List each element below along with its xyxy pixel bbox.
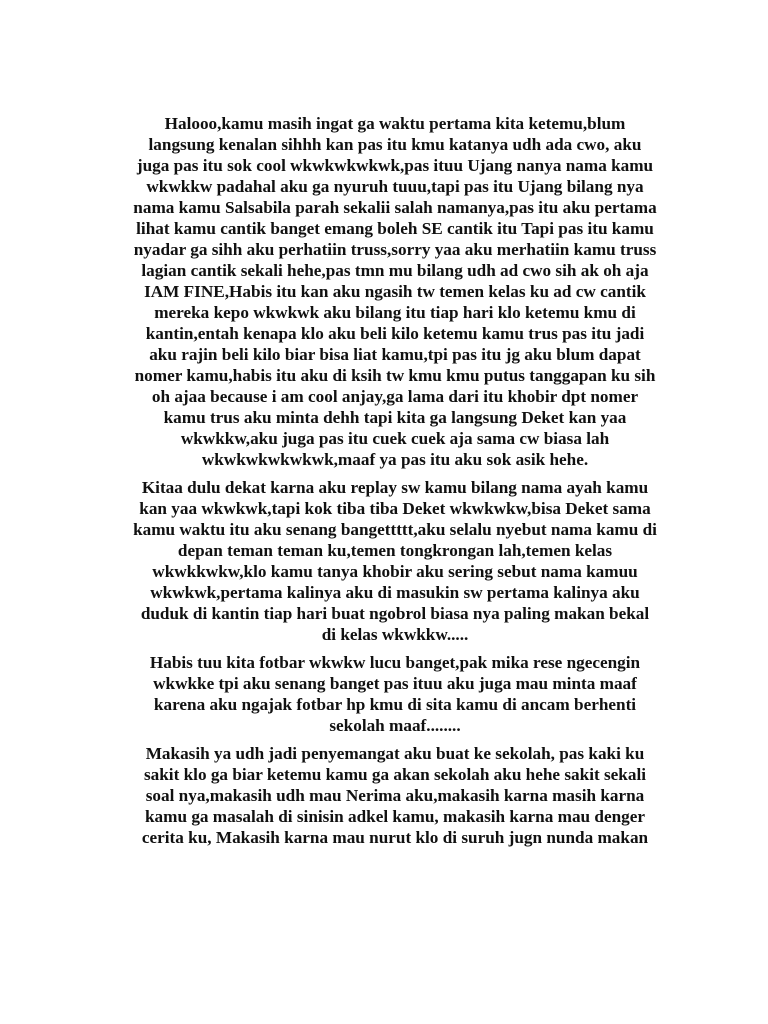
text-line: IAM FINE,Habis itu kan aku ngasih tw temen kelas ku ad cw cantik — [144, 282, 646, 301]
text-line: kantin,entah kenapa klo aku beli kilo ketemu kamu trus pas itu jadi — [145, 324, 645, 343]
text-line: nama kamu Salsabila parah sekalii salah namanya,pas itu aku pertama — [133, 198, 657, 217]
text-line: Halooo,kamu masih ingat ga waktu pertama kita ketemu,blum — [164, 114, 626, 133]
text-line: soal nya,makasih udh mau Nerima aku,makasih karna masih karna — [145, 786, 645, 805]
text-line: juga pas itu sok cool wkwkwkwkwk,pas ituu Ujang nanya nama kamu — [136, 156, 654, 175]
text-line: wkwkwk,pertama kalinya aku di masukin sw pertama kalinya aku — [150, 583, 640, 602]
text-line: wkwkkwkw,klo kamu tanya khobir aku sering sebut nama kamuu — [152, 562, 638, 581]
text-line: wkwkke tpi aku senang banget pas ituu aku juga mau minta maaf — [153, 674, 637, 693]
paragraph-1 — [110, 113, 680, 470]
text-line: duduk di kantin tiap hari buat ngobrol biasa nya paling makan bekal — [140, 604, 650, 623]
text-line: kamu waktu itu aku senang bangettttt,aku selalu nyebut nama kamu di — [133, 520, 657, 539]
paragraph-4 — [110, 743, 680, 848]
text-line: oh ajaa because i am cool anjay,ga lama dari itu khobir dpt nomer — [151, 387, 639, 406]
text-line: sekolah maaf........ — [329, 716, 461, 735]
text-line: nomer kamu,habis itu aku di ksih tw kmu kmu putus tanggapan ku sih — [134, 366, 656, 385]
text-line: lagian cantik sekali hehe,pas tmn mu bilang udh ad cwo sih ak oh aja — [141, 261, 649, 280]
paragraph-3 — [110, 652, 680, 736]
text-line: wkwkwkwkwkwk,maaf ya pas itu aku sok asik hehe. — [201, 450, 589, 469]
text-line: lihat kamu cantik banget emang boleh SE cantik itu Tapi pas itu kamu — [136, 219, 654, 238]
text-line: wkwkkw,aku juga pas itu cuek cuek aja sama cw biasa lah — [180, 429, 610, 448]
text-line: karena aku ngajak fotbar hp kmu di sita kamu di ancam berhenti — [153, 695, 637, 714]
text-line: Habis tuu kita fotbar wkwkw lucu banget,pak mika rese ngecengin — [149, 653, 641, 672]
text-line: mereka kepo wkwkwk aku bilang itu tiap hari klo ketemu kmu di — [154, 303, 636, 322]
text-line: langsung kenalan sihhh kan pas itu kmu katanya udh ada cwo, aku — [148, 135, 642, 154]
text-line: kan yaa wkwkwk,tapi kok tiba tiba Deket wkwkwkw,bisa Deket sama — [139, 499, 651, 518]
text-line: sakit klo ga biar ketemu kamu ga akan sekolah aku hehe sakit sekali — [143, 765, 647, 784]
letter-page — [110, 113, 680, 855]
paragraph-2 — [110, 477, 680, 645]
text-line: nyadar ga sihh aku perhatiin truss,sorry yaa aku merhatiin kamu truss — [133, 240, 657, 259]
text-line: kamu ga masalah di sinisin adkel kamu, makasih karna mau denger — [145, 807, 645, 826]
text-line: cerita ku, Makasih karna mau nurut klo di suruh jugn nunda makan — [141, 828, 649, 847]
text-line: kamu trus aku minta dehh tapi kita ga langsung Deket kan yaa — [163, 408, 627, 427]
text-line: di kelas wkwkkw..... — [321, 625, 469, 644]
text-line: wkwkkw padahal aku ga nyuruh tuuu,tapi pas itu Ujang bilang nya — [146, 177, 644, 196]
text-line: depan teman teman ku,temen tongkrongan lah,temen kelas — [177, 541, 613, 560]
text-line: aku rajin beli kilo biar bisa liat kamu,tpi pas itu jg aku blum dapat — [149, 345, 641, 364]
text-line: Kitaa dulu dekat karna aku replay sw kamu bilang nama ayah kamu — [141, 478, 649, 497]
text-line: Makasih ya udh jadi penyemangat aku buat ke sekolah, pas kaki ku — [145, 744, 645, 763]
